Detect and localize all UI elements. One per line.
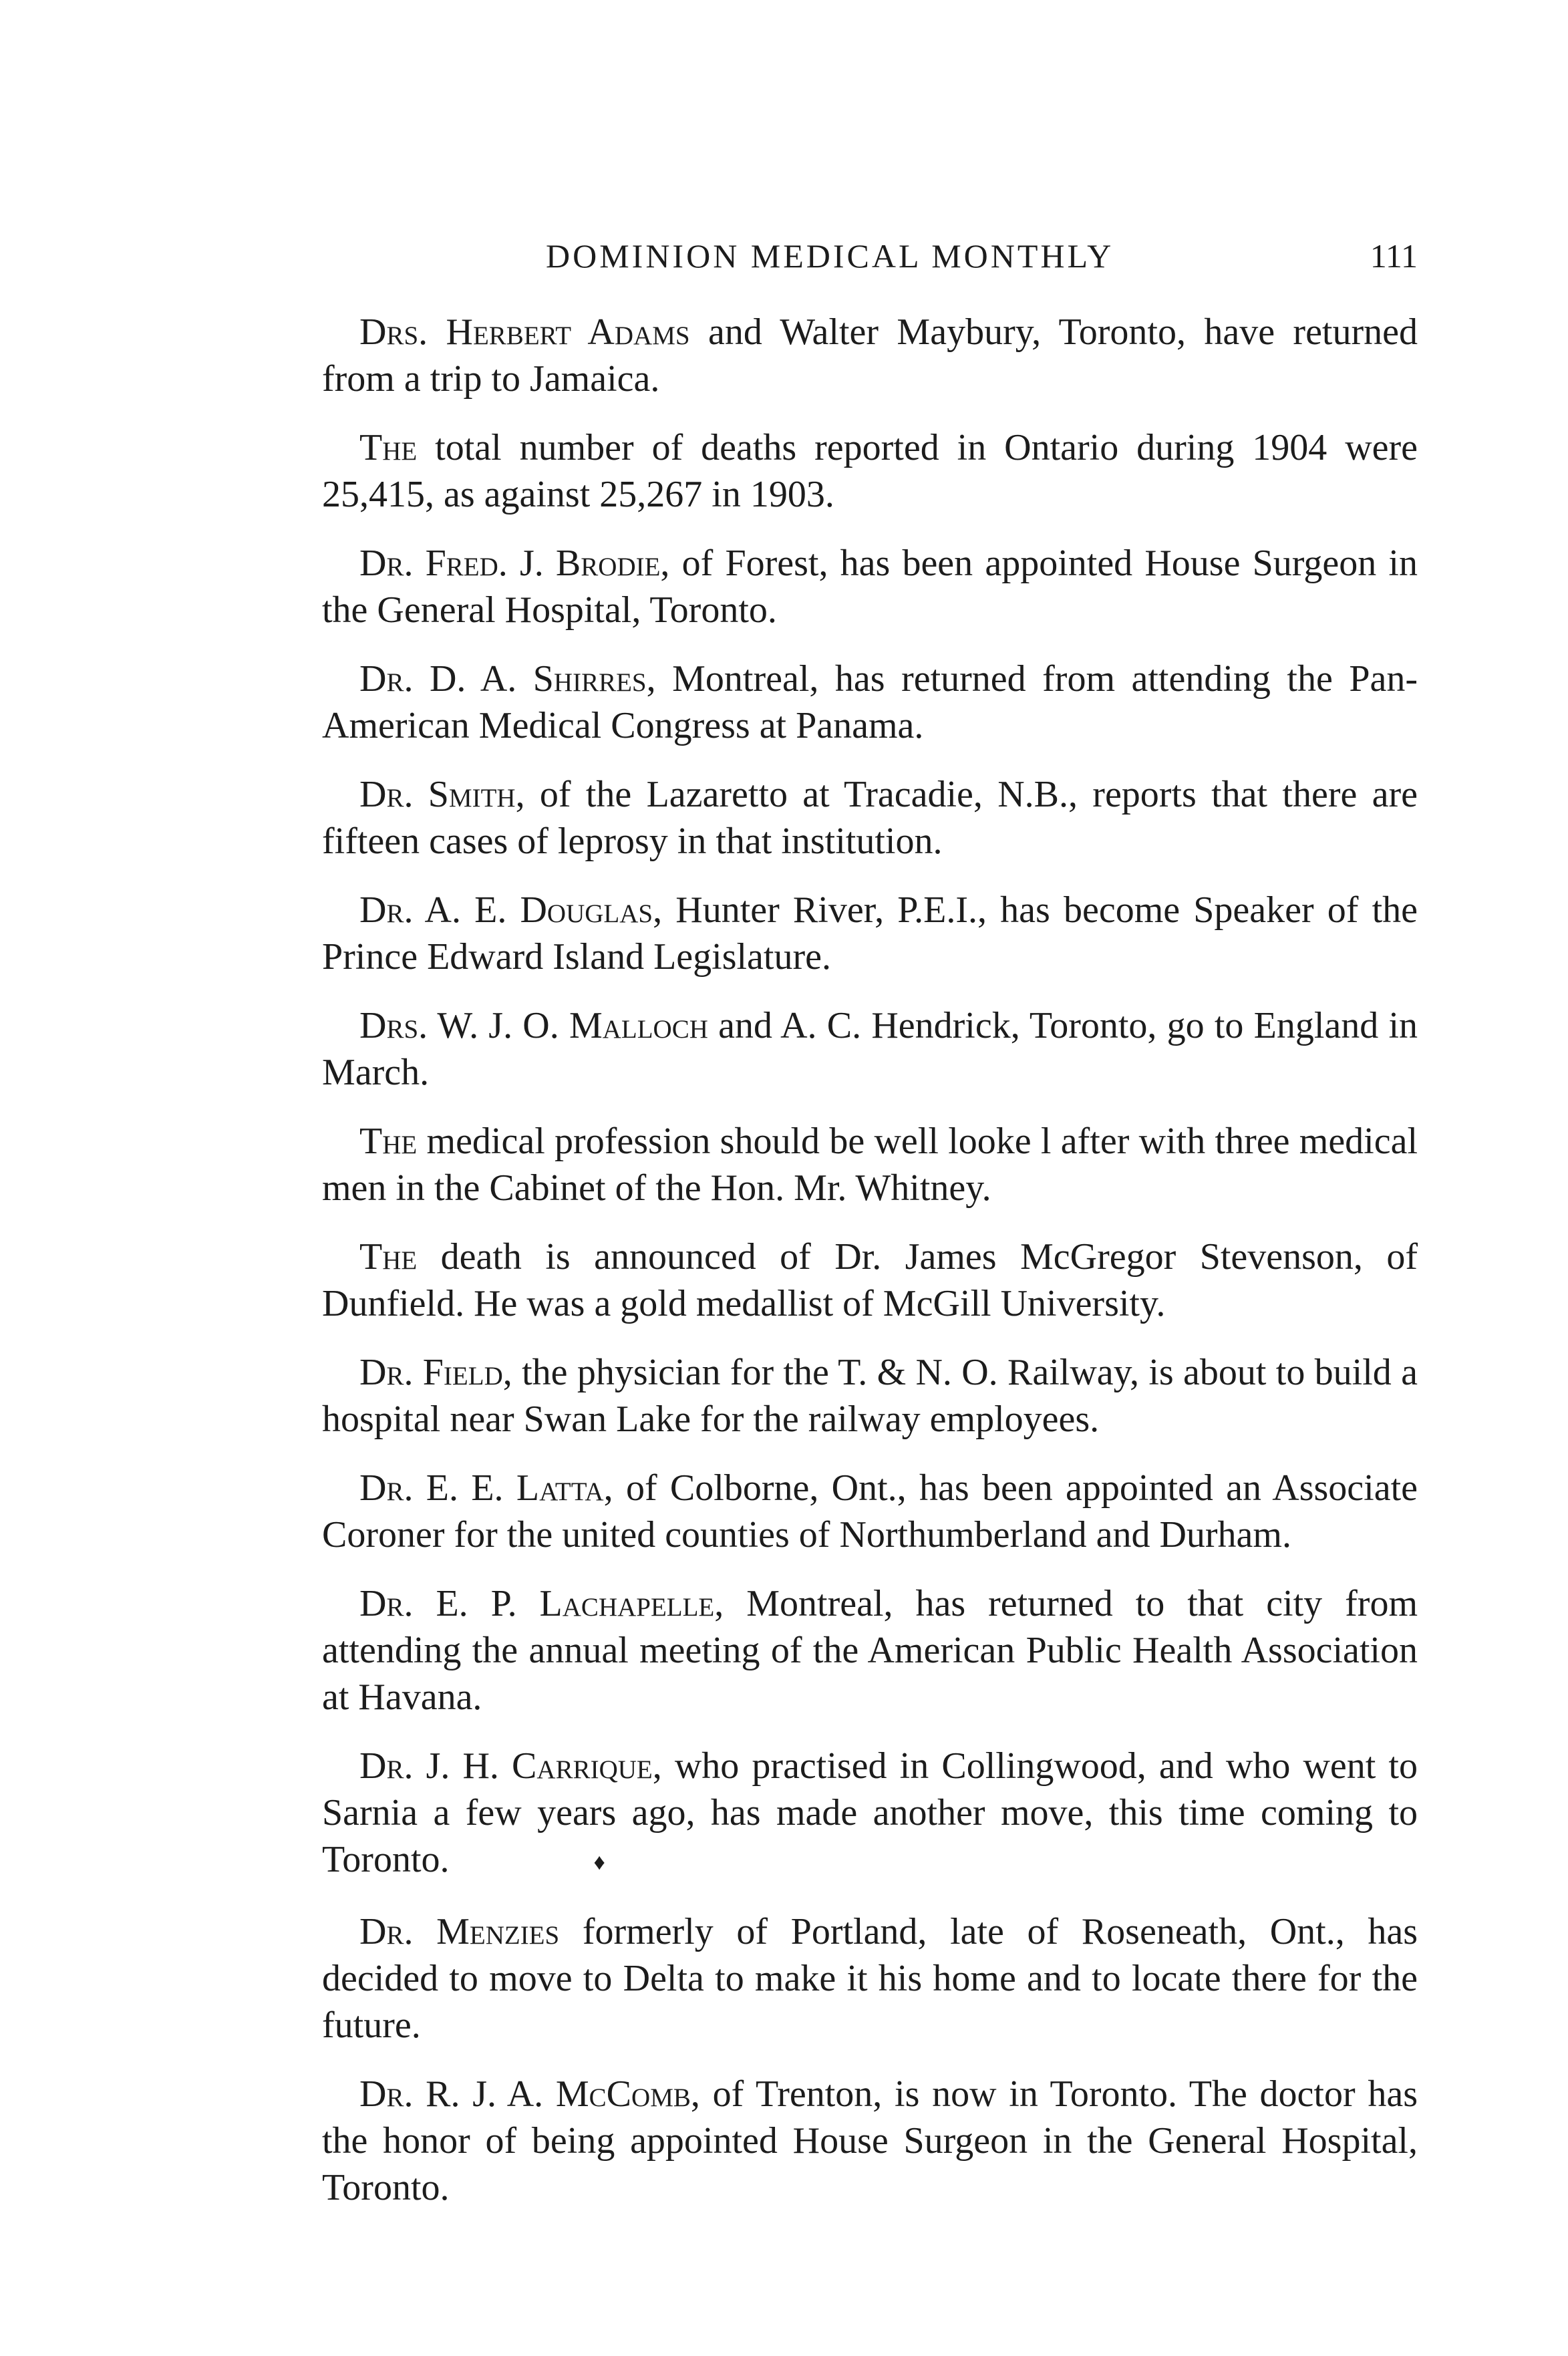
- news-item: [322, 655, 1418, 749]
- news-item: [322, 309, 1418, 402]
- news-item: [322, 1002, 1418, 1096]
- item-body: Montreal, has returned to that city from attending the annual meeting of the American Public Health Association at Havana.: [322, 1583, 1418, 1718]
- news-item: [322, 424, 1418, 518]
- item-lead: Dr. Field,: [359, 1352, 512, 1393]
- news-item: [322, 887, 1418, 980]
- item-lead: Drs. Herbert Adams: [359, 311, 690, 353]
- news-column: [322, 309, 1418, 2233]
- item-lead: Dr. Smith,: [359, 774, 525, 815]
- item-body: and A. C. Hendrick, Toronto, go to England in March.: [322, 1005, 1418, 1093]
- item-body: of Colborne, Ont., has been appointed an Associate Coroner for the united counties of Northumberland and Durham.: [322, 1467, 1418, 1556]
- item-lead: Dr. E. E. Latta,: [359, 1467, 613, 1509]
- news-item: [322, 2071, 1418, 2211]
- news-item: [322, 1349, 1418, 1443]
- item-lead: Drs. W. J. O. Malloch: [359, 1005, 708, 1046]
- news-item: [322, 771, 1418, 865]
- news-item: [322, 540, 1418, 633]
- item-lead: Dr. A. E. Douglas,: [359, 889, 663, 931]
- running-title: DOMINION MEDICAL MONTHLY: [546, 237, 1114, 275]
- news-item: [322, 1118, 1418, 1211]
- item-lead: The: [359, 1121, 418, 1162]
- item-lead: Dr. E. P. Lachapelle,: [359, 1583, 724, 1624]
- item-body: Hunter River, P.E.I., has become Speaker of the Prince Edward Island Legislature.: [322, 889, 1418, 978]
- news-item: [322, 1743, 1418, 1886]
- page-header: [322, 237, 1418, 283]
- news-item: [322, 1580, 1418, 1721]
- margin-mark-icon: ♦: [593, 1850, 605, 1876]
- item-lead: Dr. R. J. A. McComb,: [359, 2073, 700, 2115]
- item-body: and Walter Maybury, Toronto, have returned from a trip to Jamaica.: [322, 311, 1418, 400]
- item-lead: The: [359, 1236, 418, 1278]
- item-lead: Dr. J. H. Carrique,: [359, 1745, 662, 1787]
- item-lead: Dr. D. A. Shirres,: [359, 658, 656, 700]
- page-number: 111: [1370, 237, 1418, 275]
- item-lead: The: [359, 427, 418, 468]
- item-body: Montreal, has returned from attending the Pan-American Medical Congress at Panama.: [322, 658, 1418, 746]
- news-item: [322, 1908, 1418, 2049]
- item-body: of Forest, has been appointed House Surgeon in the General Hospital, Toronto.: [322, 543, 1418, 631]
- item-body: death is announced of Dr. James McGregor Stevenson, of Dunfield. He was a gold medallist of McGill University.: [322, 1236, 1418, 1324]
- item-body: of Trenton, is now in Toronto. The doctor has the honor of being appointed House Surgeon in the General Hospital, Toronto.: [322, 2073, 1418, 2209]
- item-lead: Dr. Fred. J. Brodie,: [359, 543, 670, 584]
- news-item: [322, 1233, 1418, 1327]
- news-item: [322, 1465, 1418, 1558]
- item-body: total number of deaths reported in Ontario during 1904 were 25,415, as against 25,267 in 1903.: [322, 427, 1418, 515]
- item-lead: Dr. Menzies: [359, 1911, 560, 1953]
- item-body: who practised in Collingwood, and who went to Sarnia a few years ago, has made another move, this time coming to Toronto.: [322, 1745, 1418, 1880]
- item-body: medical profession should be well looke l after with three medical men in the Cabinet of the Hon. Mr. Whitney.: [322, 1121, 1418, 1209]
- item-body: of the Lazaretto at Tracadie, N.B., reports that there are fifteen cases of leprosy in that institution.: [322, 774, 1418, 862]
- item-body: the physician for the T. & N. O. Railway, is about to build a hospital near Swan Lake for the railway employees.: [322, 1352, 1418, 1440]
- item-body: formerly of Portland, late of Roseneath, Ont., has decided to move to Delta to make it his home and to locate there for the future.: [322, 1911, 1418, 2047]
